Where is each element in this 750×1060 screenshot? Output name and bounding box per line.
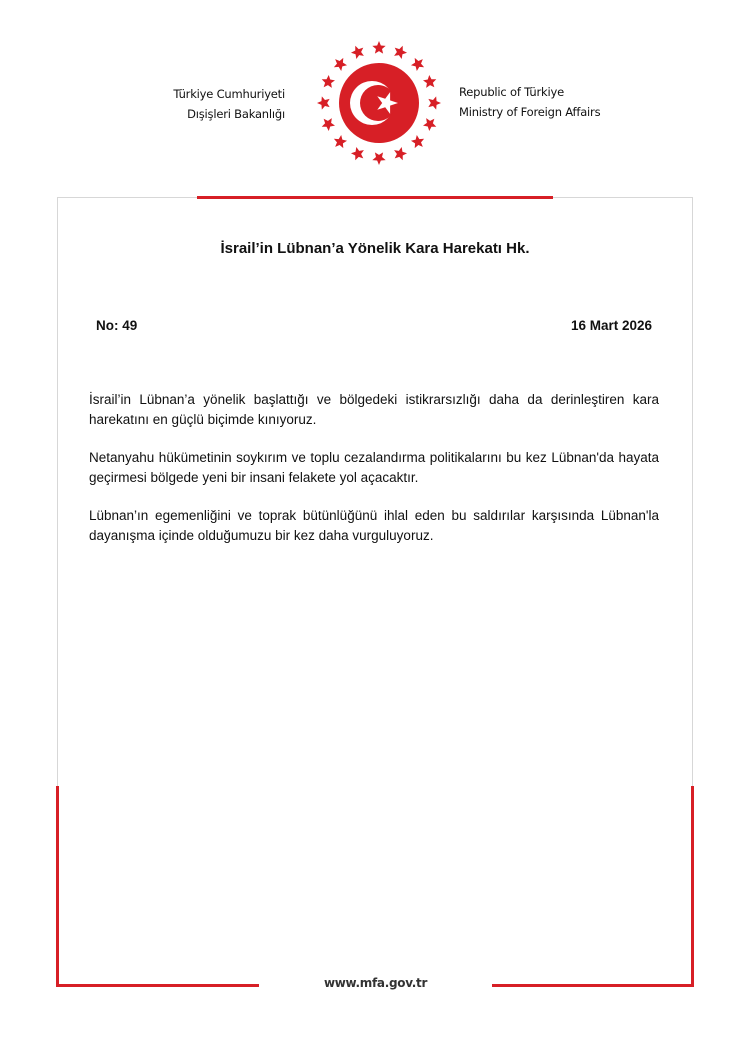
crescent-star-emblem-icon [314, 38, 444, 168]
frame-bottom-left-accent [56, 984, 259, 987]
frame-left-accent [56, 786, 59, 986]
emblem-ring-star-icon [334, 135, 347, 148]
body-paragraph: Lübnan’ın egemenliğini ve toprak bütünlüğünü ihlal eden bu saldırılar karşısında Lübnan'la dayanışma içinde olduğumuzu bir kez daha vurguluyoruz. [89, 508, 659, 543]
ministry-name-turkish [140, 84, 285, 124]
frame-top-accent [197, 196, 553, 199]
emblem-ring-star-icon [322, 118, 335, 131]
body-paragraph: İsrail’in Lübnan’a yönelik başlattığı ve bölgedeki istikrarsızlığı daha da derinleştiren kara harekatını en güçlü biçimde kınıyoruz. [89, 392, 659, 427]
emblem-ring-star-icon [428, 96, 441, 109]
emblem-ring-star-icon [322, 75, 335, 88]
emblem-ring-star-icon [423, 75, 436, 88]
document-number: No: 49 [96, 318, 138, 333]
emblem-ring-star-icon [394, 147, 407, 160]
emblem-ring-star-icon [394, 46, 407, 59]
document-frame [57, 197, 693, 987]
ministry-name-turkish-line2: Dışişleri Bakanlığı [187, 107, 285, 121]
document-body [89, 390, 659, 564]
emblem-ring-star-icon [351, 147, 364, 160]
frame-right-accent [691, 786, 694, 986]
website-link[interactable]: www.mfa.gov.tr [323, 976, 428, 990]
emblem-ring-star-icon [317, 96, 330, 109]
emblem-ring-star-icon [411, 135, 424, 148]
ministry-name-turkish-line1: Türkiye Cumhuriyeti [173, 87, 285, 101]
ministry-name-english-line1: Republic of Türkiye [459, 85, 564, 99]
document-date: 16 Mart 2026 [570, 318, 652, 333]
body-paragraph: Netanyahu hükümetinin soykırım ve toplu cezalandırma politikalarını bu kez Lübnan'da hayata geçirmesi bölgede yeni bir insani felakete yol açacaktır. [89, 450, 659, 485]
frame-bottom-right-accent [492, 984, 694, 987]
ministry-name-english [459, 82, 659, 122]
emblem-ring-star-icon [372, 152, 385, 165]
emblem-ring-star-icon [334, 58, 347, 71]
emblem-ring-star-icon [372, 41, 385, 54]
emblem-ring-star-icon [423, 118, 436, 131]
emblem-ring-star-icon [351, 46, 364, 59]
ministry-name-english-line2: Ministry of Foreign Affairs [459, 105, 601, 119]
document-title: İsrail’in Lübnan’a Yönelik Kara Harekatı Hk. [220, 240, 530, 257]
emblem-ring-star-icon [411, 58, 424, 71]
